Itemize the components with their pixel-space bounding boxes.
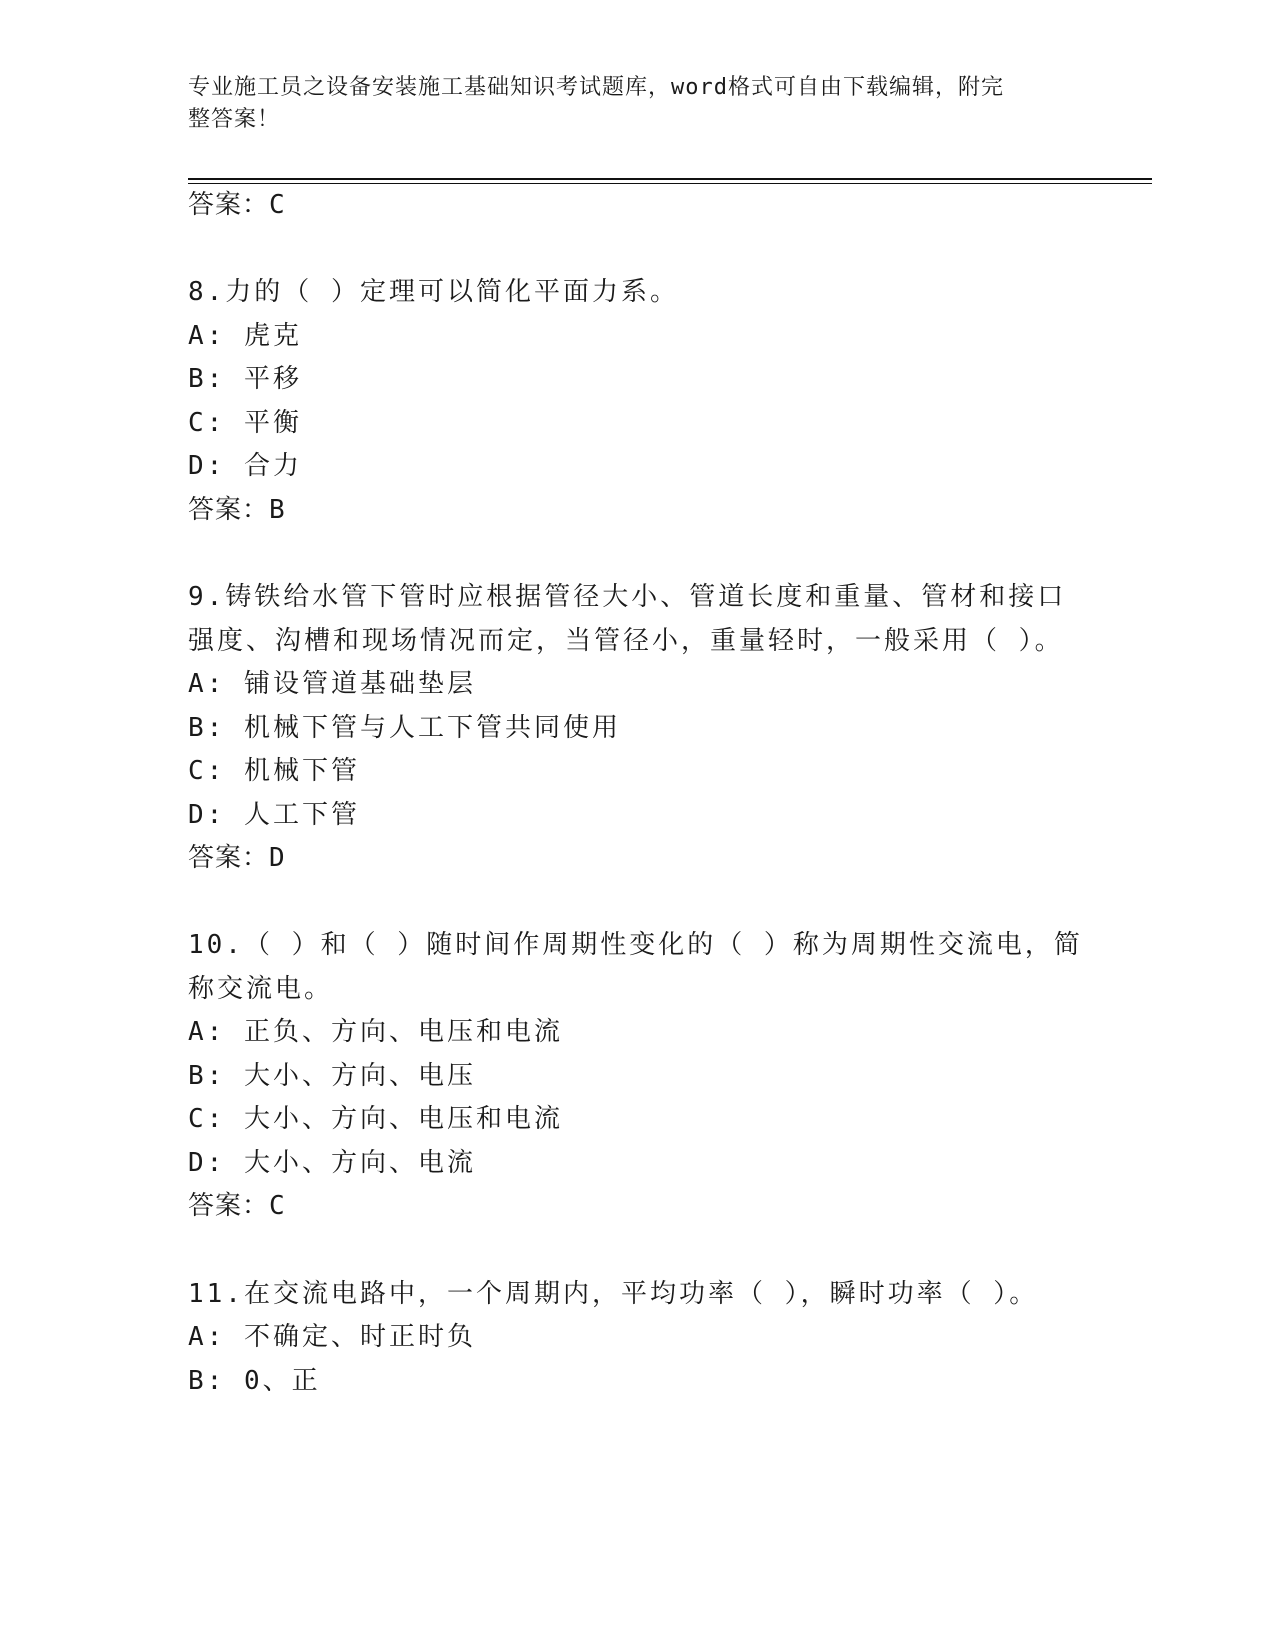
option-a: A: 铺设管道基础垫层 [188,669,476,699]
header-line-1: 专业施工员之设备安装施工基础知识考试题库，word格式可自由下载编辑，附完 [188,75,1004,100]
question-stem: 8.力的（ ）定理可以简化平面力系。 [188,277,679,307]
answer-value: B [269,495,286,525]
option-a: A: 正负、方向、电压和电流 [188,1017,563,1047]
header-line-2: 整答案！ [188,107,281,132]
answer-value: C [269,190,286,220]
answer-line [188,494,286,526]
answer-label: 答案： [188,190,270,220]
answer-line [188,1190,286,1222]
question-stem-cont: 强度、沟槽和现场情况而定，当管径小，重量轻时，一般采用（ ）。 [188,626,1064,656]
option-d: D: 人工下管 [188,800,360,830]
header-divider-thick [188,178,1152,180]
answer-label: 答案： [188,843,270,873]
answer-label: 答案： [188,495,270,525]
answer-line [188,189,286,221]
answer-value: D [269,843,286,873]
header-divider-thin [188,183,1152,184]
option-b: B: 机械下管与人工下管共同使用 [188,713,621,743]
option-a: A: 虎克 [188,321,302,351]
option-b: B: 平移 [188,364,302,394]
answer-line [188,842,286,874]
option-c: C: 平衡 [188,408,302,438]
option-b: B: 0、正 [188,1366,321,1396]
question-stem: 9.铸铁给水管下管时应根据管径大小、管道长度和重量、管材和接口 [188,582,1067,612]
option-a: A: 不确定、时正时负 [188,1322,476,1352]
document-header [188,72,1068,136]
question-stem: 11.在交流电路中，一个周期内，平均功率（ ），瞬时功率（ ）。 [188,1279,1039,1309]
option-c: C: 大小、方向、电压和电流 [188,1104,563,1134]
answer-label: 答案： [188,1191,270,1221]
option-d: D: 合力 [188,451,302,481]
option-b: B: 大小、方向、电压 [188,1061,476,1091]
option-c: C: 机械下管 [188,756,360,786]
question-stem: 10.（ ）和（ ）随时间作周期性变化的（ ）称为周期性交流电，简 [188,930,1083,960]
question-stem-cont: 称交流电。 [188,974,334,1004]
option-d: D: 大小、方向、电流 [188,1148,476,1178]
answer-value: C [269,1191,286,1221]
